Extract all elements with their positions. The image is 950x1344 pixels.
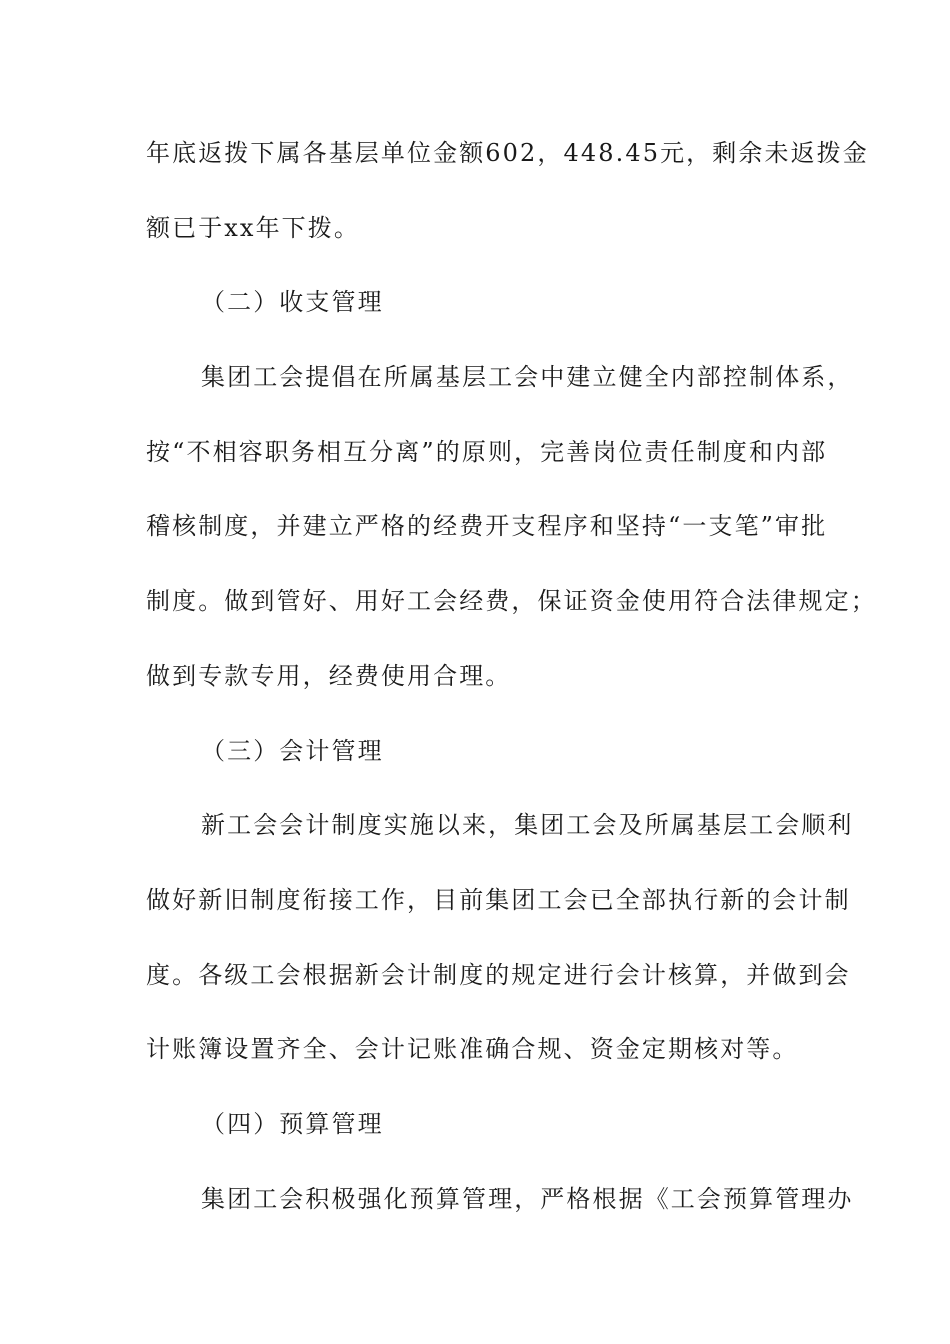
paragraph-line: 做好新旧制度衔接工作，目前集团工会已全部执行新的会计制 xyxy=(146,885,851,914)
section-heading-income-expense: （二）收支管理 xyxy=(201,288,384,317)
paragraph-line: 制度。做到管好、用好工会经费，保证资金使用符合法律规定； xyxy=(146,587,877,616)
section-heading-budget: （四）预算管理 xyxy=(201,1109,384,1138)
paragraph-line: 按“不相容职务相互分离”的原则，完善岗位责任制度和内部 xyxy=(146,437,828,466)
paragraph-line: 度。各级工会根据新会计制度的规定进行会计核算，并做到会 xyxy=(146,960,851,989)
paragraph-line: 新工会会计制度实施以来，集团工会及所属基层工会顺利 xyxy=(201,811,854,840)
document-body xyxy=(146,130,877,1250)
section-heading-accounting: （三）会计管理 xyxy=(201,736,384,765)
paragraph-line: 集团工会积极强化预算管理，严格根据《工会预算管理办 xyxy=(201,1184,854,1213)
paragraph-line: 额已于xx年下拨。 xyxy=(146,213,360,242)
paragraph-line: 集团工会提倡在所属基层工会中建立健全内部控制体系， xyxy=(201,363,854,392)
paragraph-line: 年底返拨下属各基层单位金额602，448.45元，剩余未返拨金 xyxy=(146,139,869,167)
paragraph-line: 计账簿设置齐全、会计记账准确合规、资金定期核对等。 xyxy=(146,1035,799,1064)
paragraph-line: 稽核制度，并建立严格的经费开支程序和坚持“一支笔”审批 xyxy=(146,512,828,541)
paragraph-line: 做到专款专用，经费使用合理。 xyxy=(146,661,512,690)
